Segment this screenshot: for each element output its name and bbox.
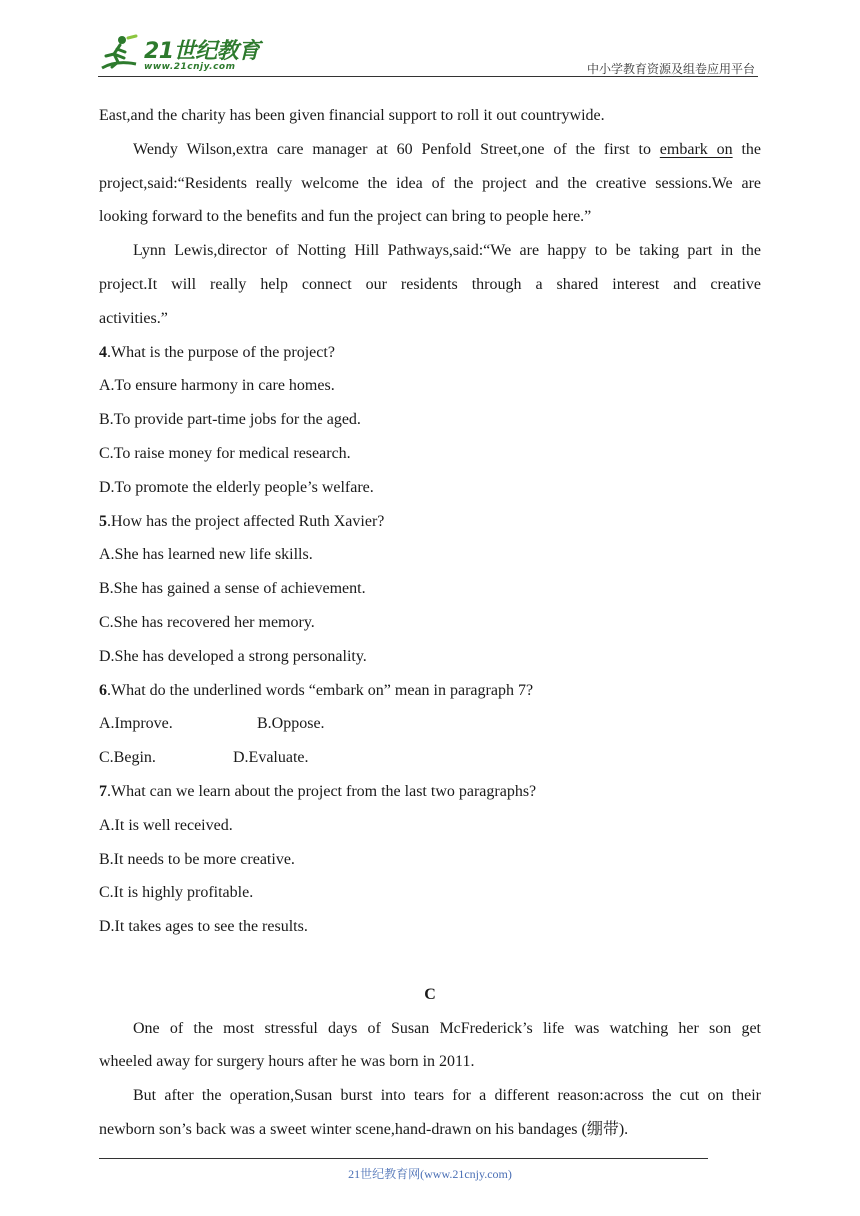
paragraph-line: project,said:“Residents really welcome the idea of the project and the creative sessions.We are <box>99 174 761 192</box>
underlined-phrase: embark on <box>659 140 733 158</box>
question-option: C.Begin. <box>99 749 156 767</box>
question-stem: 6.What do the underlined words “embark on” mean in paragraph 7? <box>99 681 534 699</box>
paragraph-line: project.It will really help connect our residents through a shared interest and creative <box>99 275 761 293</box>
footer-divider <box>99 1158 708 1159</box>
paragraph-line: wheeled away for surgery hours after he was born in 2011. <box>99 1053 475 1071</box>
question-number: 4 <box>99 343 107 361</box>
question-option: D.To promote the elderly people’s welfare. <box>99 478 374 496</box>
question-option: B.To provide part-time jobs for the aged. <box>99 411 361 429</box>
paragraph-line: East,and the charity has been given financial support to roll it out countrywide. <box>99 107 605 124</box>
question-option: C.It is highly profitable. <box>99 884 254 902</box>
logo <box>92 32 262 78</box>
paragraph-line: newborn son’s back was a sweet winter scene,hand-drawn on his bandages (绷带). <box>99 1120 629 1138</box>
paragraph-line: But after the operation,Susan burst into tears for a different reason:across the cut on their <box>133 1087 761 1105</box>
question-number: 6 <box>99 681 107 699</box>
question-stem: 7.What can we learn about the project from the last two paragraphs? <box>99 782 537 800</box>
question-number: 5 <box>99 512 107 530</box>
question-option: C.She has recovered her memory. <box>99 613 315 631</box>
question-option: D.It takes ages to see the results. <box>99 918 308 936</box>
page-header <box>0 0 860 80</box>
header-platform-text: 中小学教育资源及组卷应用平台 <box>586 62 755 76</box>
paragraph-line: looking forward to the benefits and fun the project can bring to people here.” <box>99 208 592 226</box>
runner-logo-icon <box>98 34 138 74</box>
section-heading: C <box>424 985 436 1003</box>
question-option: D.She has developed a strong personality. <box>99 647 367 665</box>
logo-url: www.21cnjy.com <box>144 62 236 72</box>
question-option: B.It needs to be more creative. <box>99 850 295 868</box>
logo-text: 21世纪教育 <box>144 39 260 64</box>
question-option: A.It is well received. <box>99 816 233 834</box>
question-option-row <box>99 741 761 775</box>
paragraph-line: Wendy Wilson,extra care manager at 60 Penfold Street,one of the first to embark on the <box>133 140 762 158</box>
question-option: B.She has gained a sense of achievement. <box>99 580 366 598</box>
spacer <box>99 944 761 978</box>
question-stem: 5.How has the project affected Ruth Xavier? <box>99 512 385 530</box>
question-stem: 4.What is the purpose of the project? <box>99 343 335 361</box>
paragraph-line: activities.” <box>99 309 168 327</box>
question-option: C.To raise money for medical research. <box>99 444 351 462</box>
question-option: B.Oppose. <box>257 715 325 733</box>
page-footer: 21世纪教育网(www.21cnjy.com) <box>348 1167 512 1181</box>
paragraph-line: One of the most stressful days of Susan McFrederick’s life was watching her son get <box>133 1019 761 1037</box>
question-option: A.To ensure harmony in care homes. <box>99 377 335 395</box>
question-option-row <box>99 707 761 741</box>
paragraph-line: Lynn Lewis,director of Notting Hill Pathways,said:“We are happy to be taking part in the <box>133 242 761 260</box>
question-option: A.She has learned new life skills. <box>99 546 313 564</box>
question-option: A.Improve. <box>99 715 173 733</box>
header-divider <box>98 76 758 77</box>
question-number: 7 <box>99 782 107 800</box>
question-option: D.Evaluate. <box>233 749 309 767</box>
document-body <box>99 99 761 1147</box>
